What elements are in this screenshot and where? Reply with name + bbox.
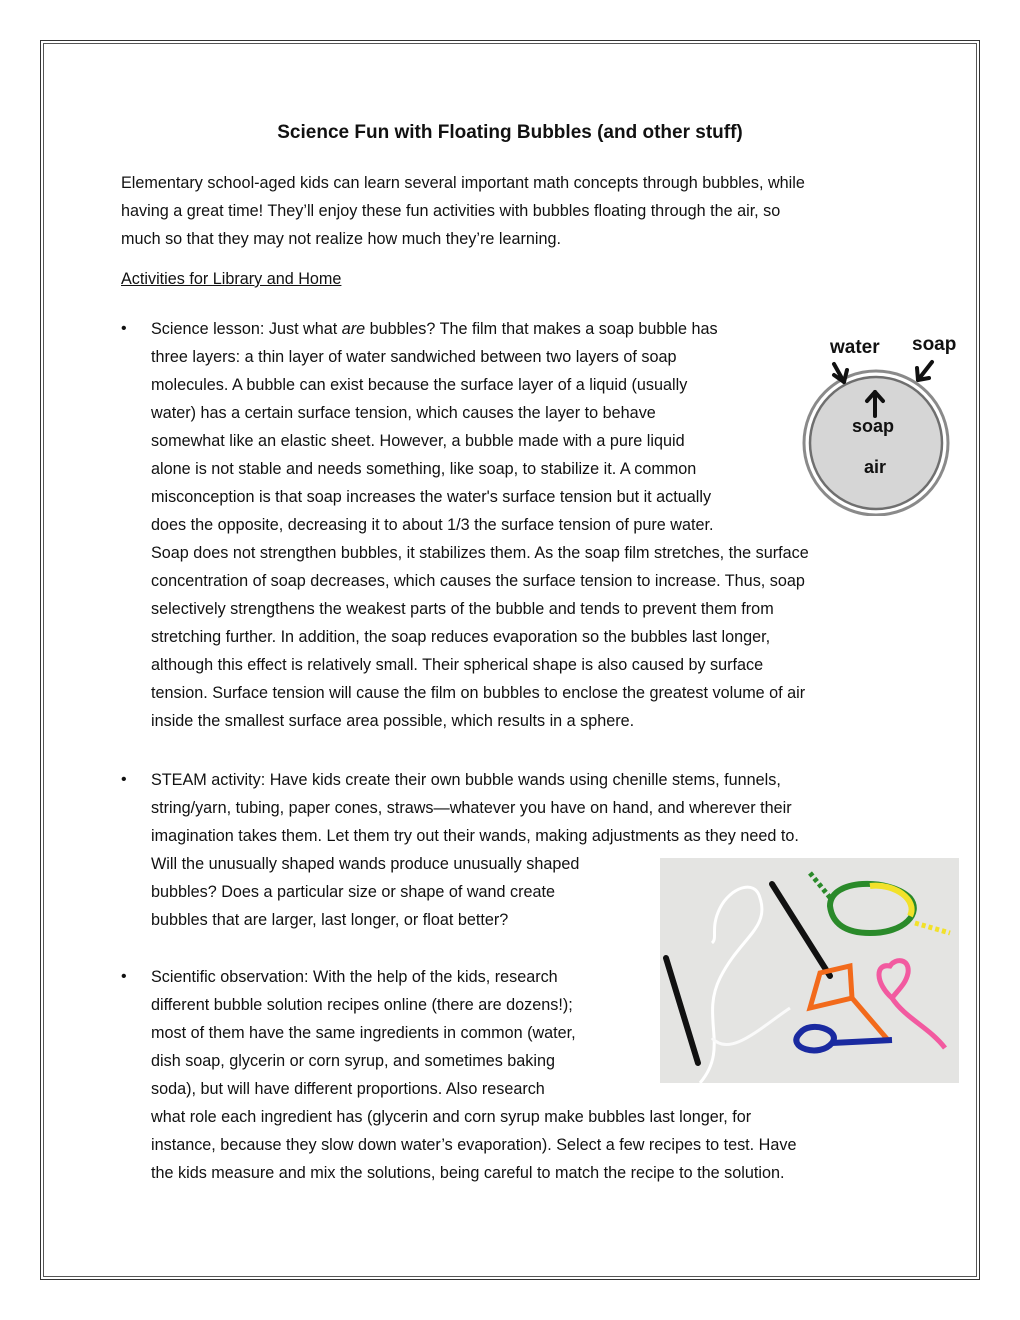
- science-line: water) has a certain surface tension, which causes the layer to behave: [151, 404, 656, 422]
- science-line: alone is not stable and needs something, like soap, to stabilize it. A common: [151, 460, 697, 478]
- science-line: molecules. A bubble can exist because the surface layer of a liquid (usually: [151, 376, 688, 394]
- steam-line: Will the unusually shaped wands produce unusually shaped: [151, 855, 580, 873]
- steam-line: bubbles that are larger, last longer, or float better?: [151, 911, 509, 929]
- science-line: [151, 315, 809, 343]
- science-line: three layers: a thin layer of water sandwiched between two layers of soap: [151, 348, 677, 366]
- steam-line: string/yarn, tubing, paper cones, straws—whatever you have on hand, and wherever their: [151, 799, 792, 817]
- science-line-end: bubbles? The film that makes a soap bubble has: [365, 320, 718, 338]
- science-line: tension. Surface tension will cause the film on bubbles to enclose the greatest volume of air: [151, 684, 806, 702]
- science-line-emphasis: are: [341, 320, 366, 338]
- steam-line: STEAM activity: Have kids create their own bubble wands using chenille stems, funnels,: [151, 771, 781, 789]
- diagram-label-soap-inner: soap: [851, 416, 895, 436]
- section-heading: Activities for Library and Home: [121, 270, 342, 288]
- science-line: inside the smallest surface area possible, which results in a sphere.: [151, 712, 635, 730]
- science-line: although this effect is relatively small. Their spherical shape is also caused by surface: [151, 656, 764, 674]
- diagram-label-water: water: [830, 337, 880, 358]
- water-arrow-icon: [834, 364, 847, 382]
- observation-line: different bubble solution recipes online (there are dozens!);: [151, 996, 573, 1014]
- intro-paragraph: [121, 169, 921, 253]
- observation-line: instance, because they slow down water’s evaporation). Select a few recipes to test. Have: [151, 1136, 797, 1154]
- bubble-layer-diagram: [796, 326, 966, 516]
- blue-wand-handle: [832, 1040, 892, 1043]
- intro-line: Elementary school-aged kids can learn several important math concepts through bubbles, while: [121, 174, 805, 192]
- observation-line: the kids measure and mix the solutions, being careful to match the recipe to the solution.: [151, 1164, 785, 1182]
- observation-text: [151, 963, 796, 1187]
- bullet-marker: •: [121, 320, 127, 337]
- steam-line: bubbles? Does a particular size or shape of wand create: [151, 883, 556, 901]
- science-line: concentration of soap decreases, which causes the surface tension to increase. Thus, soap: [151, 572, 805, 590]
- observation-line: Scientific observation: With the help of the kids, research: [151, 968, 558, 986]
- science-lesson-text: [151, 315, 809, 735]
- diagram-label-soap-outer: soap: [912, 334, 957, 355]
- science-line: stretching further. In addition, the soap reduces evaporation so the bubbles last longer,: [151, 628, 771, 646]
- intro-line: having a great time! They’ll enjoy these fun activities with bubbles floating through the air, so: [121, 202, 781, 220]
- science-line: misconception is that soap increases the water's surface tension but it actually: [151, 488, 712, 506]
- observation-line: most of them have the same ingredients in common (water,: [151, 1024, 576, 1042]
- bullet-marker: •: [121, 968, 127, 985]
- observation-line: what role each ingredient has (glycerin and corn syrup make bubbles last longer, for: [151, 1108, 752, 1126]
- bullet-marker: •: [121, 771, 127, 788]
- science-line: does the opposite, decreasing it to about 1/3 the surface tension of pure water.: [151, 516, 714, 534]
- observation-line: soda), but will have different proportions. Also research: [151, 1080, 545, 1098]
- science-line: Soap does not strengthen bubbles, it stabilizes them. As the soap film stretches, the surface: [151, 544, 809, 562]
- science-line: somewhat like an elastic sheet. However, a bubble made with a pure liquid: [151, 432, 685, 450]
- soap-arrow-icon: [917, 362, 932, 380]
- diagram-label-air: air: [863, 457, 887, 477]
- science-line: selectively strengthens the weakest parts of the bubble and tends to prevent them from: [151, 600, 774, 618]
- intro-line: much so that they may not realize how much they’re learning.: [121, 230, 561, 248]
- science-line-start: Science lesson: Just what: [151, 320, 342, 338]
- steam-line: imagination takes them. Let them try out their wands, making adjustments as they need to.: [151, 827, 799, 845]
- page-title: Science Fun with Floating Bubbles (and other stuff): [277, 122, 743, 143]
- observation-line: dish soap, glycerin or corn syrup, and sometimes baking: [151, 1052, 555, 1070]
